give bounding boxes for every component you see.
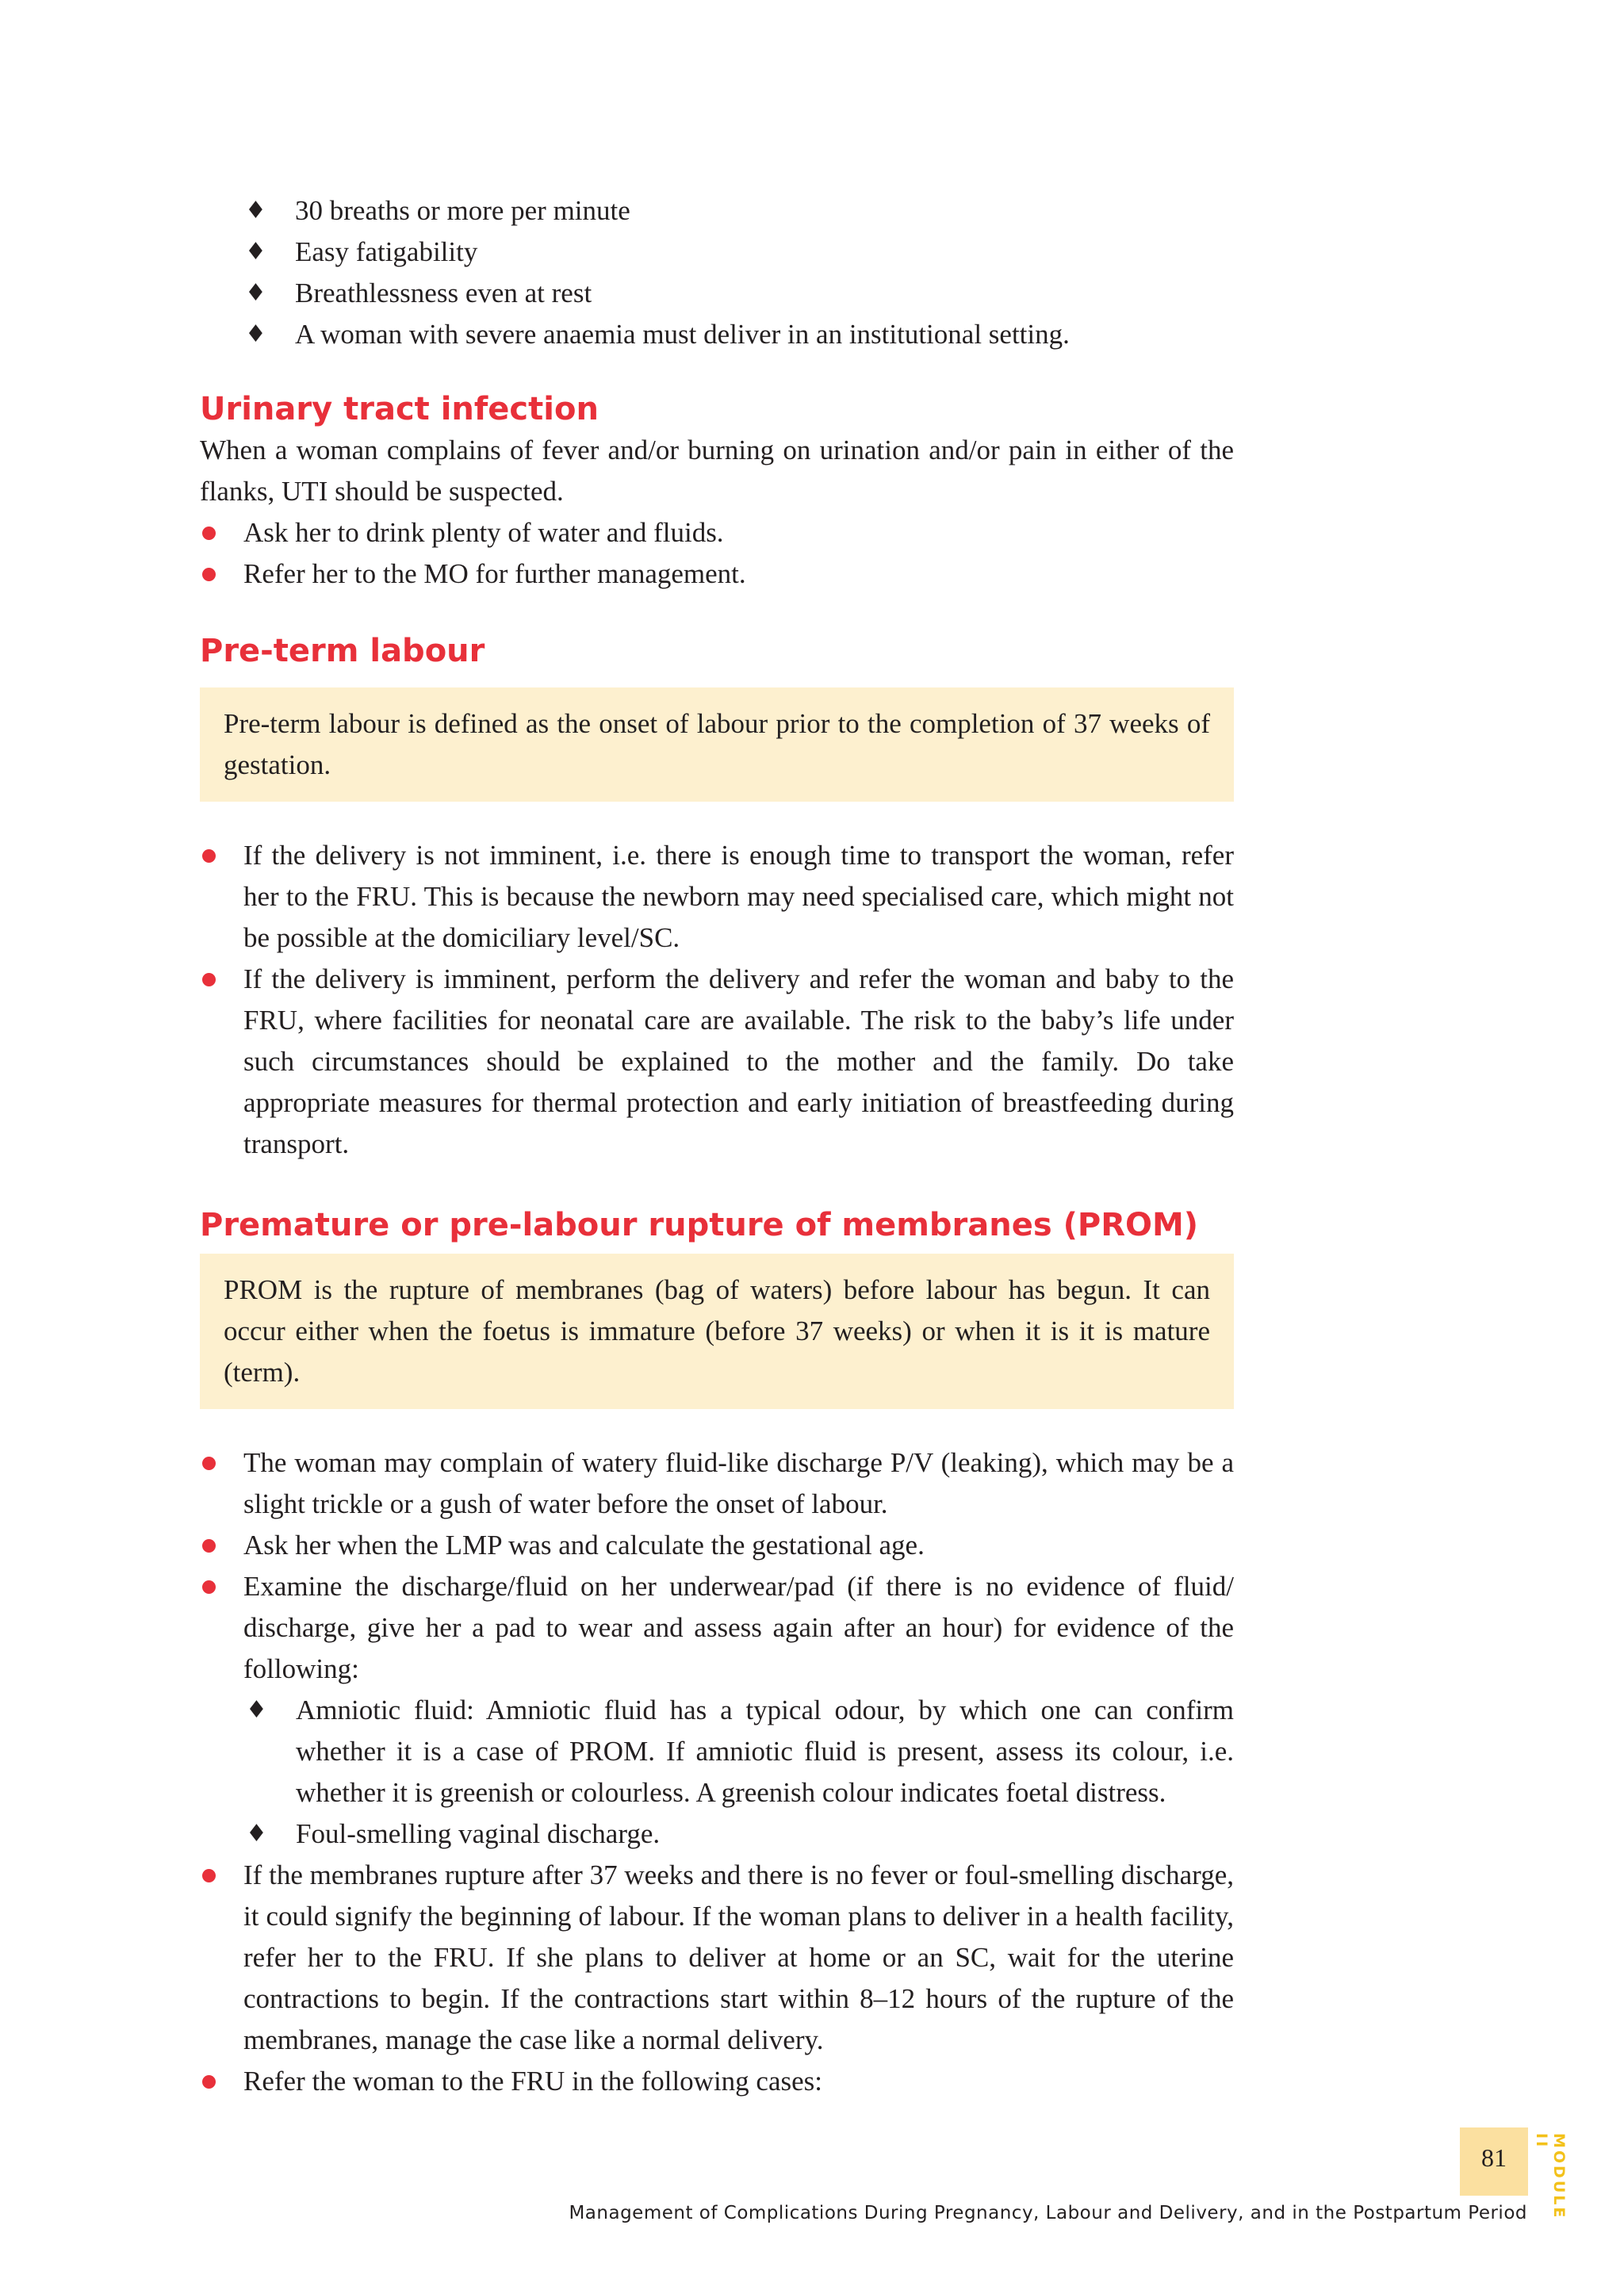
uti-intro: When a woman complains of fever and/or burning on urination and/or pain in either of the flanks, UTI should be suspected. [200, 435, 1234, 507]
red-bullet-icon [202, 849, 216, 863]
diamond-bullet-icon: ♦ [245, 238, 266, 266]
list-item: ♦ A woman with severe anaemia must deliver in an institutional setting. [200, 314, 1234, 355]
list-item: If the delivery is not imminent, i.e. there is enough time to transport the woman, refer her to the FRU. This is because the newborn may need specialised care, which might not be possible at the domiciliary level/SC. [200, 835, 1234, 959]
list-item: ♦ Foul-smelling vaginal discharge. [201, 1813, 1234, 1855]
prom-definition-box: PROM is the rupture of membranes (bag of waters) before labour has begun. It can occur either when the foetus is immature (before 37 weeks) or when it is it is mature (term). [200, 1254, 1234, 1409]
red-bullet-icon [202, 527, 216, 540]
page-content [200, 190, 1234, 2102]
uti-heading: Urinary tract infection [200, 391, 599, 427]
diamond-bullet-icon: ♦ [245, 197, 266, 224]
anaemia-sign-list [200, 190, 1234, 355]
red-bullet-icon [202, 1580, 216, 1594]
list-item: ♦ Amniotic fluid: Amniotic fluid has a typical odour, by which one can confirm whether it is a case of PROM. If amniotic fluid is present, assess its colour, i.e. whether it is greenish or colourless. A greenish colour indicates foetal distress. [201, 1690, 1234, 1813]
list-item: If the delivery is imminent, perform the delivery and refer the woman and baby to the FRU, where facilities for neonatal care are available. The risk to the baby’s life under such circumstances should be explained to the mother and the family. Do take appropriate measures for thermal protection and early initiation of breastfeeding during transport. [200, 959, 1234, 1165]
prom-evidence-list [243, 1690, 1234, 1855]
preterm-definition-box: Pre-term labour is defined as the onset of labour prior to the completion of 37 weeks of gestation. [200, 687, 1234, 802]
diamond-bullet-icon: ♦ [246, 1820, 267, 1848]
list-item: Refer her to the MO for further management. [200, 553, 1234, 595]
red-bullet-icon [202, 1457, 216, 1470]
preterm-bullet-list [200, 835, 1234, 1165]
list-item: Examine the discharge/fluid on her underwear/pad (if there is no evidence of fluid/ discharge, give her a pad to wear and assess again after an hour) for evidence of the following: ♦ Amniotic fluid: Amniotic fluid has a typical odour, by which one can confirm whether it is a case of PROM. If amniotic fluid is present, assess its colour, i.e. whether it is greenish or colourless. A greenish colour indicates foetal distress. ♦ Foul-smelling vaginal discharge. [200, 1566, 1234, 1855]
red-bullet-icon [202, 973, 216, 986]
list-item: Ask her to drink plenty of water and fluids. [200, 512, 1234, 553]
prom-heading: Premature or pre-labour rupture of membranes (PROM) [200, 1207, 1199, 1243]
list-item: ♦ 30 breaths or more per minute [200, 190, 1234, 232]
diamond-bullet-icon: ♦ [245, 279, 266, 307]
red-bullet-icon [202, 1869, 216, 1882]
list-item: ♦ Easy fatigability [200, 232, 1234, 273]
running-footer-title: Management of Complications During Pregnancy, Labour and Delivery, and in the Postpartum Period [569, 2203, 1527, 2223]
red-bullet-icon [202, 568, 216, 581]
list-item: ♦ Breathlessness even at rest [200, 273, 1234, 314]
prom-bullet-list [200, 1442, 1234, 2102]
list-item: The woman may complain of watery fluid-like discharge P/V (leaking), which may be a slight trickle or a gush of water before the onset of labour. [200, 1442, 1234, 1525]
list-item: Ask her when the LMP was and calculate the gestational age. [200, 1525, 1234, 1566]
red-bullet-icon [202, 2075, 216, 2089]
module-label: MODULE II [1533, 2133, 1568, 2220]
list-item: If the membranes rupture after 37 weeks and there is no fever or foul-smelling discharge, it could signify the beginning of labour. If the woman plans to deliver in a health facility, refer her to the FRU. If she plans to deliver at home or an SC, wait for the uterine contractions to begin. If the contractions start within 8–12 hours of the rupture of the membranes, manage the case like a normal delivery. [200, 1855, 1234, 2061]
page-number: 81 [1481, 2143, 1507, 2172]
red-bullet-icon [202, 1539, 216, 1553]
diamond-bullet-icon: ♦ [245, 320, 266, 348]
list-item: Refer the woman to the FRU in the following cases: [200, 2061, 1234, 2102]
preterm-heading: Pre-term labour [200, 633, 485, 669]
diamond-bullet-icon: ♦ [246, 1696, 267, 1724]
uti-bullet-list [200, 512, 1234, 595]
